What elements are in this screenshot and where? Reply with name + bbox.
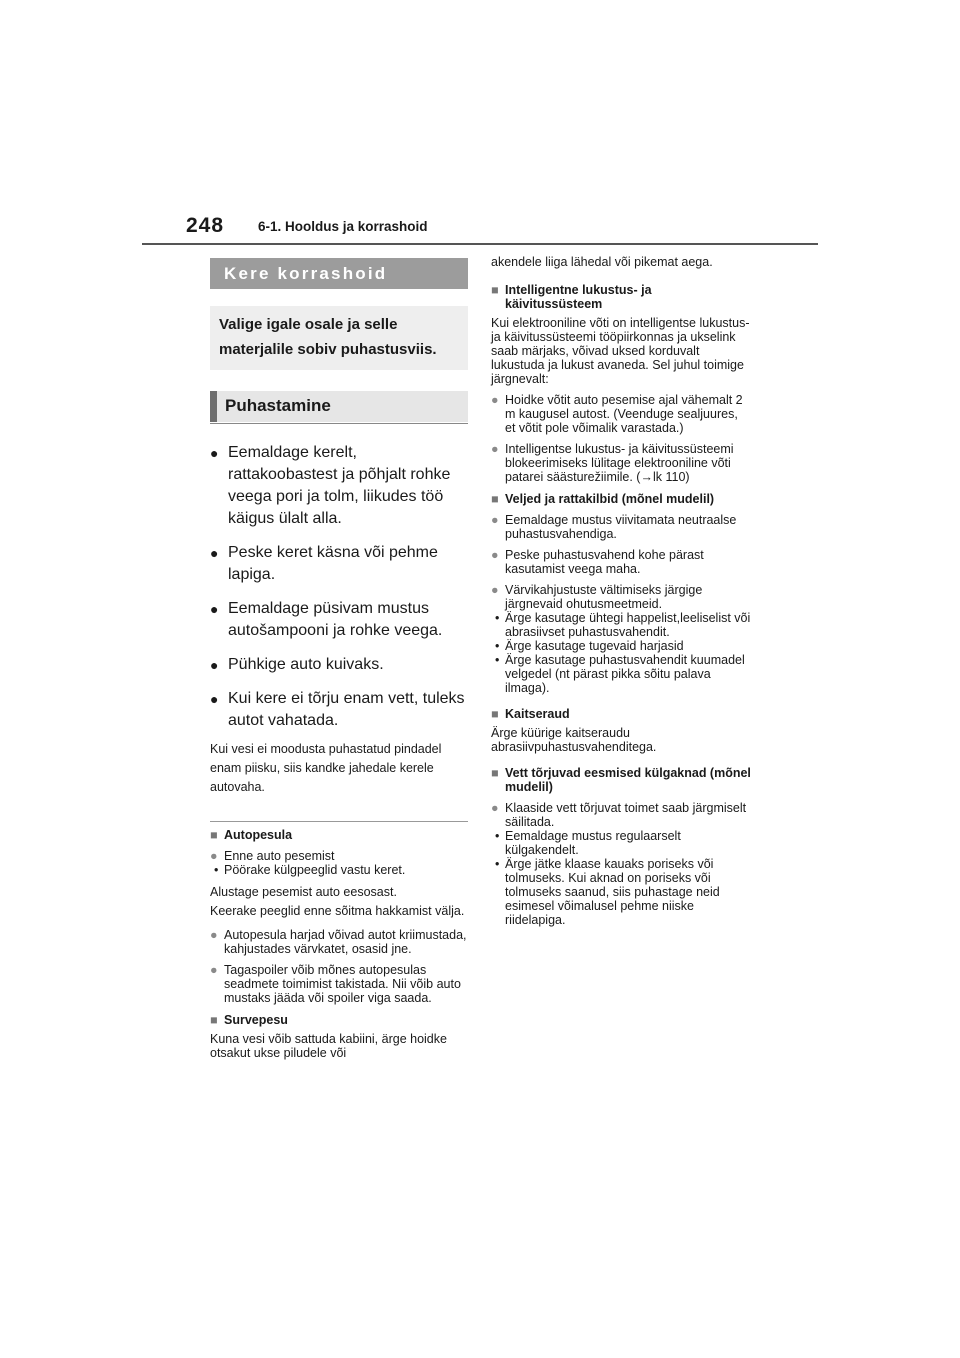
- square-icon: ■: [491, 283, 499, 297]
- note-text: Kui vesi ei moodusta puhastatud pindadel enam piisku, siis kandke jahedale kerele autovaha.: [210, 742, 442, 794]
- bullet-icon: ●: [210, 445, 219, 461]
- square-icon: ■: [491, 766, 499, 780]
- list-item: ● Eemaldage mustus viivitamata neutraalse puhastusvahendiga.: [491, 513, 737, 541]
- bullet-item: ● Pühkige auto kuivaks.: [210, 654, 468, 676]
- page-number: 248: [186, 214, 225, 237]
- bullet-icon: ●: [210, 928, 218, 942]
- list-item: ● Klaaside vett tõrjuvat toimet saab järgmiselt säilitada.: [491, 801, 747, 829]
- paragraph: Kuna vesi võib sattuda kabiini, ärge hoidke otsakut ukse piludele või: [210, 1032, 447, 1060]
- paragraph: Keerake peeglid enne sõitma hakkamist välja.: [210, 904, 465, 918]
- square-icon: ■: [491, 707, 499, 721]
- section-title: 6-1. Hooldus ja korrashoid: [258, 219, 428, 234]
- paragraph: Ärge küürige kaitseraudu abrasiivpuhastusvahenditega.: [491, 726, 657, 754]
- main-heading: Kere korrashoid: [210, 258, 468, 289]
- divider: [210, 821, 468, 822]
- bullet-icon: ●: [491, 548, 499, 562]
- bullet-icon: ●: [210, 601, 219, 617]
- bullet-item: ● Eemaldage kerelt, rattakoobastest ja põhjalt rohke veega pori ja tolm, liikudes töö käigus ülalt alla.: [210, 444, 451, 527]
- bullet-icon: ●: [210, 545, 219, 561]
- square-icon: ■: [210, 828, 218, 842]
- bullet-item: ● Kui kere ei tõrju enam vett, tuleks autot vahatada.: [210, 690, 465, 729]
- header-rule: [142, 243, 818, 245]
- dash-item: • Eemaldage mustus regulaarselt külgakendelt.: [495, 829, 681, 857]
- bullet-icon: ●: [210, 657, 219, 673]
- intelligent-heading: ■ Intelligentne lukustus- ja käivitussüsteem: [491, 283, 652, 311]
- autopesula-heading: ■ Autopesula: [210, 828, 293, 842]
- left-column: [210, 258, 468, 1060]
- intro-box: Valige igale osale ja selle materjalile sobiv puhastusviis.: [210, 306, 468, 370]
- list-item: ● Autopesula harjad võivad autot kriimustada, kahjustades värvkatet, osasid jne.: [210, 928, 467, 956]
- bullet-icon: ●: [491, 393, 499, 407]
- kaitseraud-heading: ■ Kaitseraud: [491, 707, 570, 721]
- dash-item: • Pöörake külgpeeglid vastu keret.: [214, 863, 406, 877]
- list-item: ● Värvikahjustuste vältimiseks järgige järgnevaid ohutusmeetmeid.: [491, 583, 703, 611]
- bullet-icon: ●: [491, 513, 499, 527]
- square-icon: ■: [491, 492, 499, 506]
- bullet-icon: ●: [210, 963, 218, 977]
- klaas-heading: ■ Vett tõrjuvad eesmised külgaknad (mõnel mudelil): [491, 766, 751, 794]
- dash-item: • Ärge kasutage ühtegi happelist,leeliselist või abrasiivset puhastusvahendit.: [495, 611, 751, 639]
- list-item: ● Intelligentse lukustus- ja käivitussüsteemi blokeerimiseks lülitage elektrooniline võti patarei säästurežiimile. (→lk 110): [491, 442, 734, 484]
- bullet-icon: ●: [491, 583, 499, 597]
- dash-item: • Ärge kasutage tugevaid harjasid: [495, 639, 684, 653]
- list-item: ● Tagaspoiler võib mõnes autopesulas seadmete toimimist takistada. Nii võib auto mustaks jääda või spoiler viga saada.: [210, 963, 461, 1005]
- bullet-icon: ●: [491, 801, 499, 815]
- list-item: ● Hoidke võtit auto pesemise ajal vähemalt 2 m kaugusel autost. (Veenduge sealjuures, et võtit pole võimalik varastada.): [491, 393, 743, 435]
- paragraph: Kui elektrooniline võti on intelligentse lukustus- ja käivitussüsteemi tööpiirkonnas ja ukselink saab märjaks, võivad uksed korduvalt lukustuda ja lukust avaneda. Sel juhul toimige järgnevalt:: [491, 316, 750, 386]
- right-column: [491, 255, 751, 927]
- bullet-icon: ●: [210, 849, 218, 863]
- list-item: ● Peske puhastusvahend kohe pärast kasutamist veega maha.: [491, 548, 704, 576]
- list-item: ● Enne auto pesemist: [210, 849, 335, 863]
- square-icon: ■: [210, 1013, 218, 1027]
- survepesu-heading: ■ Survepesu: [210, 1013, 288, 1027]
- bullet-icon: ●: [491, 442, 499, 456]
- bullet-item: ● Eemaldage püsivam mustus autošampooni ja rohke veega.: [210, 600, 443, 639]
- dash-item: • Ärge kasutage puhastusvahendit kuumadel velgedel (nt pärast pikka sõitu palava ilmaga).: [495, 653, 745, 695]
- bullet-item: ● Peske keret käsna või pehme lapiga.: [210, 544, 438, 583]
- dash-item: • Ärge jätke klaase kauaks poriseks või tolmuseks. Kui aknad on poriseks või tolmuseks saanud, siis puhastage neid esimesel võimalusel pehme niiske riidelapiga.: [495, 857, 720, 927]
- veljed-heading: ■ Veljed ja rattakilbid (mõnel mudelil): [491, 492, 715, 506]
- sub-heading: Puhastamine: [210, 391, 468, 422]
- paragraph: Alustage pesemist auto eesosast.: [210, 885, 397, 899]
- paragraph: akendele liiga lähedal või pikemat aega.: [491, 255, 713, 269]
- bullet-icon: ●: [210, 691, 219, 707]
